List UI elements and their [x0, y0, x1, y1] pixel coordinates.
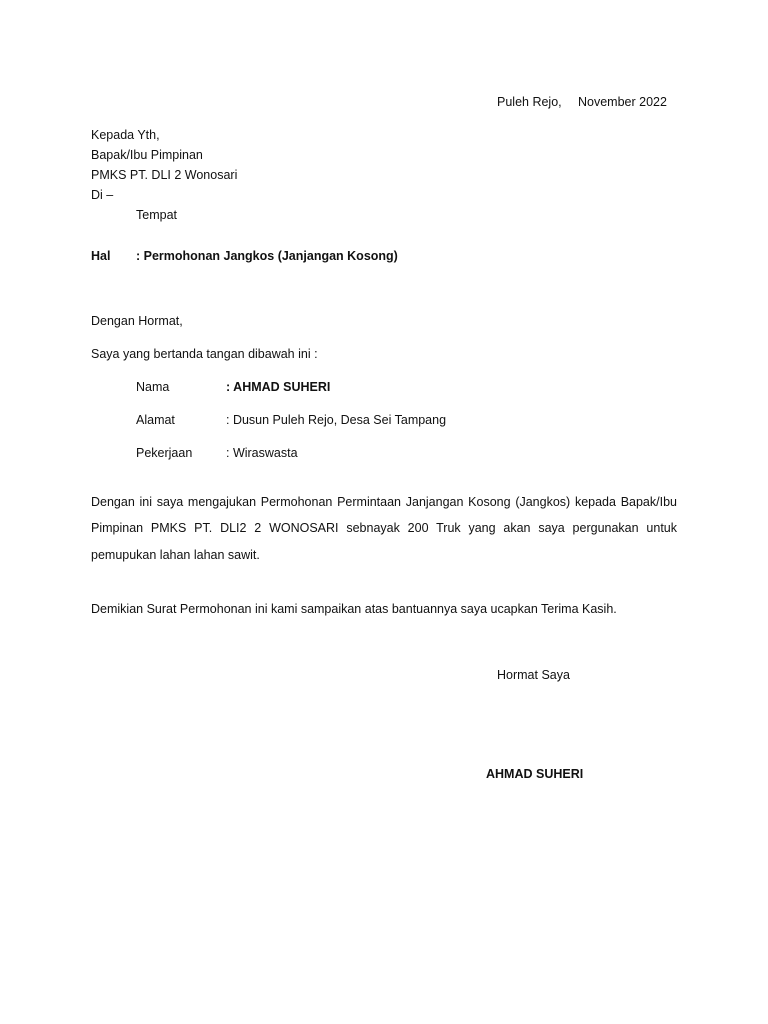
letter-date: November 2022	[578, 95, 667, 109]
greeting: Dengan Hormat,	[91, 314, 183, 328]
subject-label: Hal	[91, 249, 111, 263]
recipient-line-2: Bapak/Ibu Pimpinan	[91, 148, 203, 162]
body-paragraph: Dengan ini saya mengajukan Permohonan Permintaan Janjangan Kosong (Jangkos) kepada Bapak/Ibu Pimpinan PMKS PT. DLI2 2 WONOSARI sebnayak 200 Truk yang akan saya pergunakan untuk pemupukan lahan lahan sawit.	[91, 494, 677, 562]
signature-name: AHMAD SUHERI	[486, 767, 584, 781]
signature-salutation: Hormat Saya	[497, 668, 570, 682]
intro-line: Saya yang bertanda tangan dibawah ini :	[91, 347, 318, 361]
recipient-line-5: Tempat	[136, 208, 177, 222]
subject-value: : Permohonan Jangkos (Janjangan Kosong)	[136, 249, 398, 263]
recipient-line-4: Di –	[91, 188, 114, 202]
field-label-nama: Nama	[136, 380, 170, 394]
field-label-pekerjaan: Pekerjaan	[136, 446, 193, 460]
recipient-line-3: PMKS PT. DLI 2 Wonosari	[91, 168, 238, 182]
field-label-alamat: Alamat	[136, 413, 175, 427]
field-value-nama: : AHMAD SUHERI	[226, 380, 331, 394]
field-value-pekerjaan: : Wiraswasta	[226, 446, 298, 460]
field-value-alamat: : Dusun Puleh Rejo, Desa Sei Tampang	[226, 413, 447, 427]
closing-line: Demikian Surat Permohonan ini kami sampaikan atas bantuannya saya ucapkan Terima Kasih.	[91, 602, 617, 616]
recipient-line-1: Kepada Yth,	[91, 128, 160, 142]
letter-place: Puleh Rejo,	[497, 95, 562, 109]
